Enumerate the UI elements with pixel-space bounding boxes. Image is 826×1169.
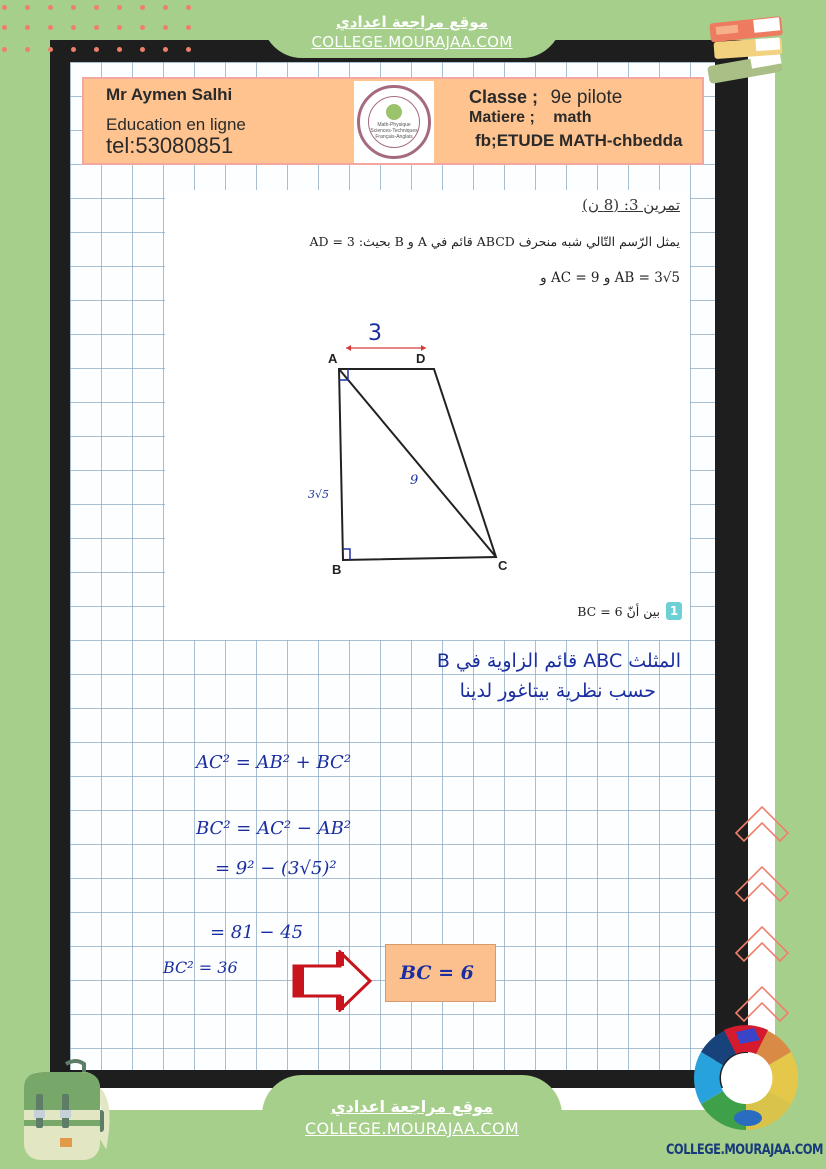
- equation-1: AC² = AB² + BC²: [196, 752, 352, 773]
- equation-4: = 81 − 45: [210, 922, 304, 943]
- question-1: [577, 602, 682, 620]
- matiere-value: math: [553, 109, 592, 126]
- site-arabic-name[interactable]: موقع مراجعة اعدادي: [330, 1097, 494, 1116]
- label-AC-length: 9: [410, 473, 419, 488]
- vertex-B: B: [332, 562, 342, 577]
- trapezoid-figure: [290, 300, 530, 590]
- teacher-phone: tel:53080851: [106, 133, 234, 158]
- classe-value: 9e pilote: [550, 87, 623, 108]
- equation-2: BC² = AC² − AB²: [196, 818, 352, 839]
- tree-icon: [386, 104, 402, 120]
- logo-line: Sciences-Techniques: [370, 128, 418, 134]
- books-stack-icon: [694, 12, 794, 84]
- decorative-dots-row-2: [2, 25, 191, 31]
- exercise-title: تمرين 3: (8 ن): [582, 196, 680, 214]
- scroll-up-chevrons-icon: [734, 793, 798, 1033]
- teacher-subtitle: Education en ligne: [106, 115, 246, 134]
- equation-5: BC² = 36: [163, 958, 238, 977]
- matiere-label: Matiere ;: [469, 109, 535, 126]
- logo-line: Math-Physique: [377, 122, 411, 128]
- teacher-header-card: [82, 77, 704, 165]
- decorative-dots-row-3: [2, 47, 191, 53]
- logo-line: Français-Anglais: [375, 134, 413, 140]
- equation-3: = 9² − (3√5)²: [215, 858, 337, 879]
- site-domain-link[interactable]: COLLEGE.MOURAJAA.COM: [311, 33, 513, 51]
- question-text: بين أنّ BC = 6: [577, 603, 660, 619]
- site-banner-bottom[interactable]: [262, 1075, 562, 1169]
- solution-line-triangle: المثلث ABC قائم الزاوية في B: [436, 650, 681, 672]
- final-result-box: [385, 944, 496, 1002]
- facebook-page: fb;ETUDE MATH-chbedda: [475, 131, 683, 150]
- site-arabic-name[interactable]: موقع مراجعة اعدادي: [336, 13, 488, 31]
- decorative-dots-row-1: [2, 5, 191, 11]
- result-arrow-icon: [292, 950, 374, 1012]
- solution-line-pythagoras: حسب نظرية بيتاغور لدينا: [459, 680, 656, 702]
- exercise-statement-line1: يمثل الرّسم التّالي شبه منحرف ABCD قائم في A و B بحيث: AD = 3: [309, 234, 680, 249]
- school-logo: [354, 81, 434, 163]
- label-AB-length: 3√5: [308, 488, 330, 501]
- vertex-A: A: [328, 351, 338, 366]
- vertex-D: D: [416, 351, 426, 366]
- label-AD-length: 3: [368, 321, 382, 346]
- exercise-statement-line2: و AC = 9 و AB = 3√5: [540, 270, 680, 286]
- backpack-icon: [14, 1058, 114, 1162]
- final-result: BC = 6: [400, 962, 474, 984]
- brand-logo-text: COLLEGE.MOURAJAA.COM: [666, 1142, 823, 1158]
- classe-label: Classe ;: [469, 87, 539, 107]
- vertex-C: C: [498, 558, 508, 573]
- teacher-name: Mr Aymen Salhi: [106, 85, 233, 104]
- site-domain-link[interactable]: COLLEGE.MOURAJAA.COM: [305, 1119, 519, 1138]
- question-number-badge: 1: [666, 602, 682, 620]
- site-banner-top[interactable]: [262, 0, 562, 58]
- subjects-wheel-logo[interactable]: [694, 1022, 798, 1140]
